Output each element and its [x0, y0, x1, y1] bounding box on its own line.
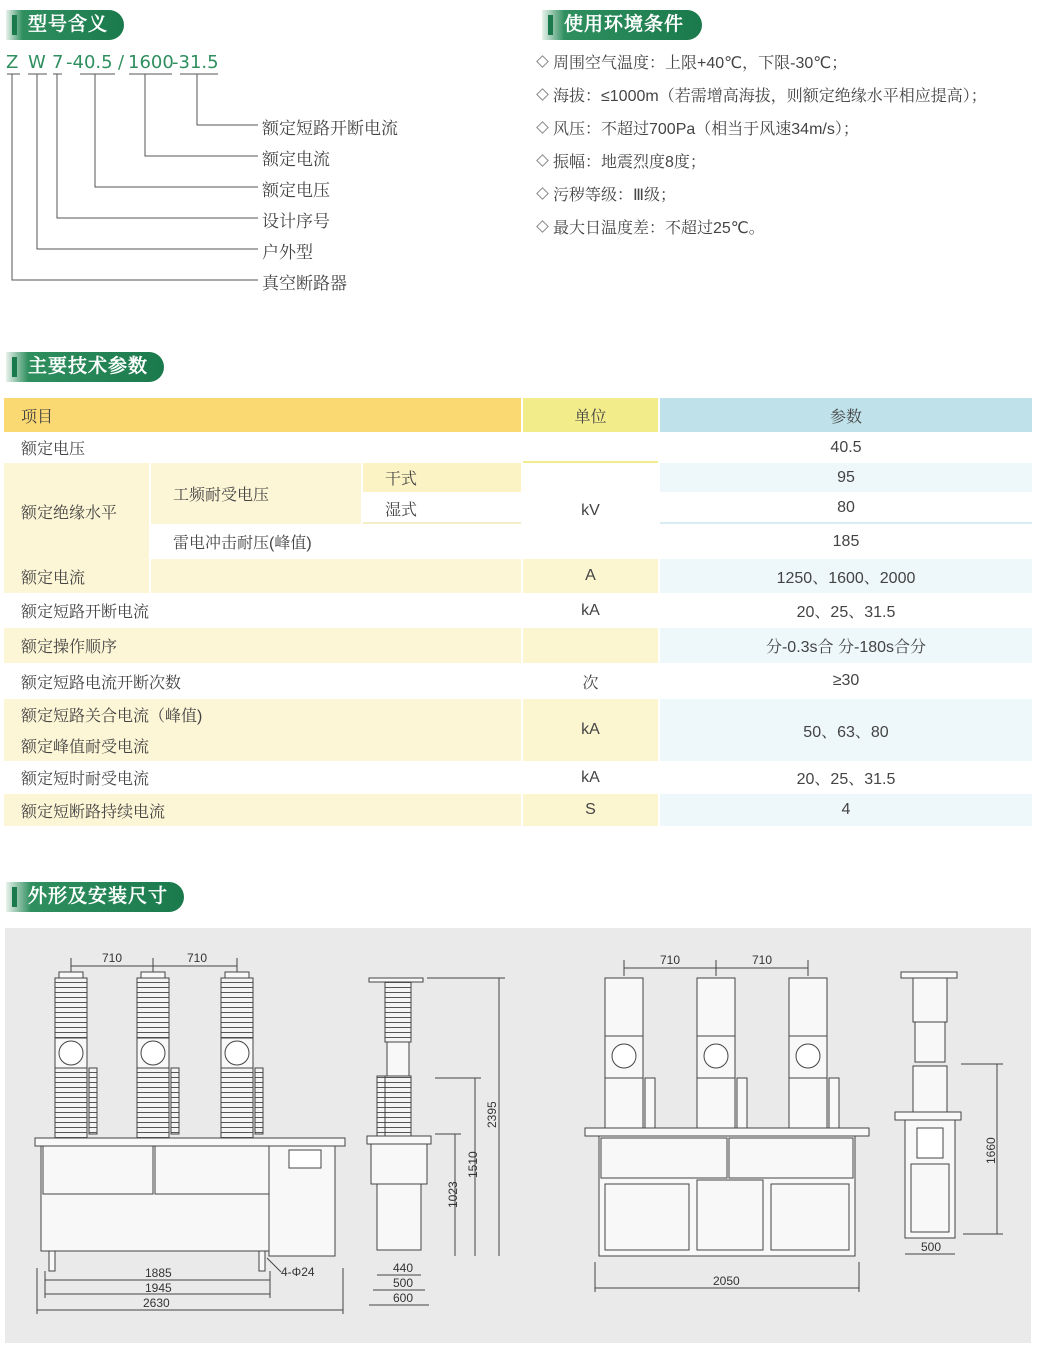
table-header-unit: 单位: [523, 398, 658, 432]
row-lightning-value: 185: [660, 524, 1032, 559]
model-label-design-number: 设计序号: [262, 212, 330, 231]
dim-label: 1885: [145, 1266, 172, 1280]
section-title-dimensions: 外形及安装尺寸: [6, 882, 184, 912]
row-duration-item: 额定短断路持续电流: [4, 794, 521, 826]
row-dry-item: 干式: [363, 463, 521, 492]
model-label-rated-voltage: 额定电压: [262, 181, 330, 200]
diamond-bullet-icon: [536, 88, 549, 101]
row-rated-current-item: 额定电流: [4, 559, 149, 593]
model-part-slash: /: [118, 52, 125, 73]
section-title-model-meaning: 型号含义: [6, 10, 124, 40]
model-leader-lines: [0, 0, 520, 300]
dim-label: 500: [921, 1240, 942, 1254]
diamond-bullet-icon: [536, 187, 549, 200]
dim-label: 710: [102, 951, 123, 965]
model-label-breaking-current: 额定短路开断电流: [262, 119, 398, 138]
row-power-freq-item: 工频耐受电压: [151, 463, 361, 524]
row-rated-current-blank: [151, 559, 521, 593]
dim-label: 4-Φ24: [281, 1265, 315, 1279]
row-breaking-current-item: 额定短路开断电流: [4, 593, 521, 628]
list-item: 污秽等级：Ⅲ级；: [536, 182, 1040, 215]
row-rated-voltage-value: 40.5: [660, 432, 1032, 463]
section-title-environment: 使用环境条件: [542, 10, 702, 40]
dim-label: 500: [393, 1276, 414, 1290]
row-short-time-item: 额定短时耐受电流: [4, 761, 521, 794]
dim-label: 2050: [713, 1274, 740, 1288]
model-label-rated-current: 额定电流: [262, 150, 330, 169]
row-wet-value: 80: [660, 494, 1032, 524]
dim-label: 710: [752, 953, 773, 967]
tech-params-table: [4, 398, 1032, 828]
dim-label: 2630: [143, 1296, 170, 1310]
row-op-sequence-value: 分-0.3s合 分-180s合分: [660, 628, 1032, 663]
dim-label: 710: [660, 953, 681, 967]
outline-drawings-svg: [5, 928, 1031, 1343]
dim-label: 440: [393, 1261, 414, 1275]
list-item: 海拔：≤1000m（若需增高海拔，则额定绝缘水平相应提高）；: [536, 83, 1040, 116]
model-part-z: Z: [6, 52, 19, 73]
dim-label: 2395: [485, 1101, 499, 1128]
row-op-sequence-unit: [523, 628, 658, 663]
row-breaking-count-unit: 次: [523, 663, 658, 699]
row-short-time-unit: kA: [523, 761, 658, 794]
dim-label: 600: [393, 1291, 414, 1305]
list-item: 最大日温度差：不超过25℃。: [536, 215, 1040, 248]
row-insulation-item: 额定绝缘水平: [4, 463, 149, 559]
row-rated-voltage-unit: [523, 432, 658, 463]
row-duration-value: 4: [660, 794, 1032, 826]
model-part-break: -31.5: [172, 52, 219, 73]
row-lightning-item: 雷电冲击耐压(峰值): [151, 524, 521, 559]
row-rated-current-value: 1250、1600、2000: [660, 559, 1032, 593]
environment-list: [536, 50, 1040, 248]
diamond-bullet-icon: [536, 121, 549, 134]
model-part-w: W: [28, 52, 46, 73]
list-item: 风压：不超过700Pa（相当于风速34m/s）；: [536, 116, 1040, 149]
row-breaking-count-item: 额定短路电流开断次数: [4, 663, 521, 699]
model-part-voltage: -40.5: [66, 52, 113, 73]
dim-label: 1945: [145, 1281, 172, 1295]
model-label-vacuum-breaker: 真空断路器: [262, 274, 347, 293]
table-header-item: 项目: [4, 398, 521, 432]
row-short-time-value: 20、25、31.5: [660, 761, 1032, 794]
outline-drawings: [5, 928, 1031, 1343]
row-duration-unit: S: [523, 794, 658, 826]
row-peak-value: 50、63、80: [660, 699, 1032, 761]
diamond-bullet-icon: [536, 55, 549, 68]
model-part-current: 1600: [128, 52, 174, 73]
row-rated-current-unit: A: [523, 559, 658, 593]
dim-label: 710: [187, 951, 208, 965]
row-insulation-unit: kV: [523, 463, 658, 559]
diamond-bullet-icon: [536, 220, 549, 233]
dim-label: 1660: [984, 1137, 998, 1164]
row-breaking-current-unit: kA: [523, 593, 658, 628]
diamond-bullet-icon: [536, 154, 549, 167]
row-wet-item: 湿式: [363, 494, 521, 524]
row-dry-value: 95: [660, 463, 1032, 492]
model-part-design: 7: [52, 52, 64, 73]
row-op-sequence-item: 额定操作顺序: [4, 628, 521, 663]
dim-label: 1510: [466, 1151, 480, 1178]
row-breaking-current-value: 20、25、31.5: [660, 593, 1032, 628]
model-label-outdoor: 户外型: [262, 243, 313, 262]
row-breaking-count-value: ≥30: [660, 663, 1032, 699]
table-header-param: 参数: [660, 398, 1032, 432]
row-peak-withstand-item: 额定峰值耐受电流: [4, 730, 521, 761]
list-item: 振幅：地震烈度8度；: [536, 149, 1040, 182]
list-item: 周围空气温度：上限+40℃，下限-30℃；: [536, 50, 1040, 83]
row-making-current-item: 额定短路关合电流（峰值): [4, 699, 521, 730]
dim-label: 1023: [446, 1181, 460, 1208]
row-rated-voltage-item: 额定电压: [4, 432, 521, 463]
section-title-tech-params: 主要技术参数: [6, 352, 164, 382]
row-peak-unit: kA: [523, 699, 658, 761]
